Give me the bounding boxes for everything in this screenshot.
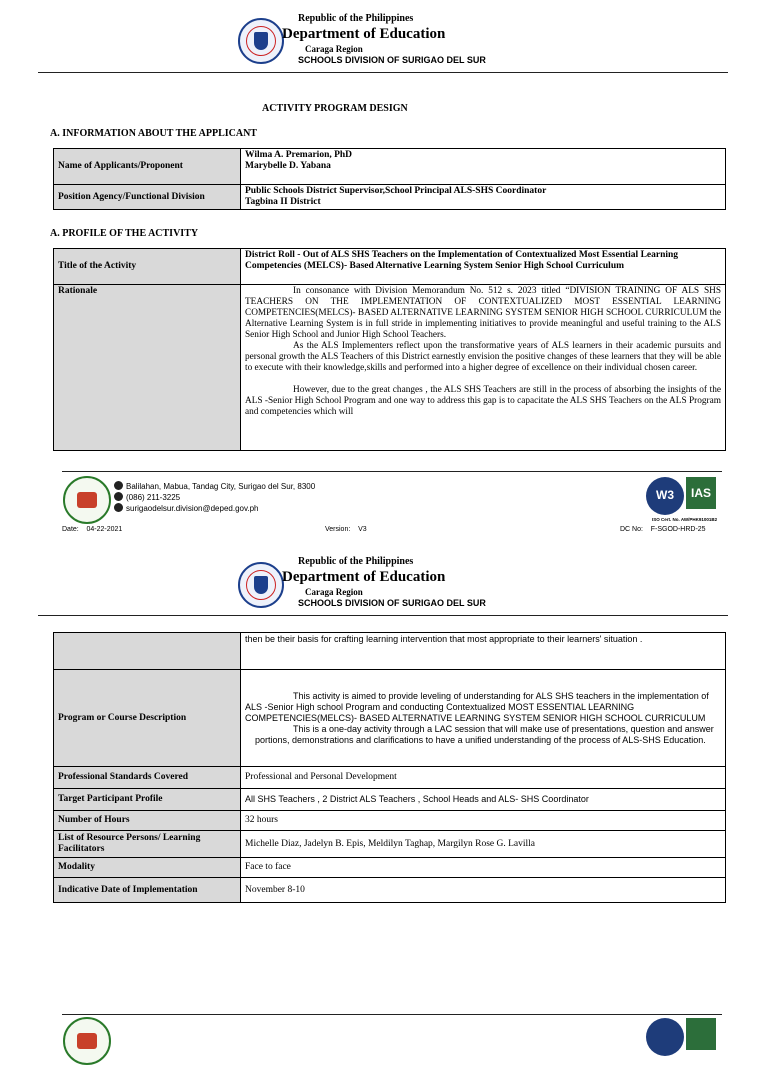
version-label: Version: — [325, 526, 351, 533]
description-paragraph: This is a one-day activity through a LAC session that will make use of presentations, question and answer portions, demonstrations and clarifications to have a unified understanding of the process of ALS-SHS Education. — [255, 723, 714, 745]
email-icon — [114, 503, 123, 512]
w3-cert-logo — [646, 477, 684, 515]
ias-cert-logo: IAS — [686, 477, 716, 509]
table-row — [54, 831, 726, 858]
header-department: Department of Education — [282, 26, 446, 42]
modality-label: Modality — [54, 858, 241, 878]
rationale-paragraph: However, due to the great changes , the ALS SHS Teachers are still in the process of absorbing the insights of the ALS -Senior High School Program and one way to address this gap is to capacitate the ALS SHS Teachers on the ALS Program and competencies which will — [245, 385, 721, 417]
section-profile-heading: A. PROFILE OF THE ACTIVITY — [50, 228, 199, 239]
iso-cert-number: ISO Cert. No. AW/PHK91001B2 — [652, 517, 718, 522]
header-republic: Republic of the Philippines — [298, 556, 414, 567]
header-divider — [38, 615, 728, 616]
applicant-table — [53, 148, 726, 210]
table-row — [54, 767, 726, 789]
division-logo — [63, 1017, 111, 1065]
section-applicant-heading: A. INFORMATION ABOUT THE APPLICANT — [50, 128, 257, 139]
resource-persons-value: Michelle Diaz, Jadelyn B. Epis, Meldilyn Taghap, Margilyn Rose G. Lavilla — [241, 831, 726, 858]
footer-phone: (086) 211-3225 — [126, 493, 181, 502]
dc-label: DC No: — [620, 526, 643, 533]
program-description-label: Program or Course Description — [54, 670, 241, 767]
rationale-paragraph: As the ALS Implementers reflect upon the transformative years of ALS learners in their academic pursuits and personal growth the ALS Teachers of this District earnestly envision the positive changes of these learners that they will be able to execute with their knowledge,skills and performed into a higher degree of excellence on their individual chosen career. — [245, 341, 721, 373]
table-row — [54, 811, 726, 831]
resource-persons-label: List of Resource Persons/ Learning Facilitators — [54, 831, 241, 858]
program-description-value — [241, 670, 726, 767]
program-table — [53, 632, 726, 903]
hours-value: 32 hours — [241, 811, 726, 831]
w3-text: W3 — [656, 488, 674, 502]
footer-address: Balilahan, Mabua, Tandag City, Surigao del Sur, 8300 — [126, 482, 316, 491]
footer-version — [325, 526, 367, 533]
footer-email[interactable]: surigaodelsur.division@deped.gov.ph — [126, 504, 259, 513]
header-department: Department of Education — [282, 569, 446, 585]
position-value — [241, 185, 726, 210]
hours-label: Number of Hours — [54, 811, 241, 831]
implementation-date-value: November 8-10 — [241, 878, 726, 903]
document-title: ACTIVITY PROGRAM DESIGN — [262, 103, 408, 114]
table-row — [54, 789, 726, 811]
table-row — [54, 149, 726, 185]
applicant-name-label: Name of Applicants/Proponent — [54, 149, 241, 185]
description-paragraph: This activity is aimed to provide leveling of understanding for ALS SHS teachers in the implementation of ALS -Senior High school Program and conducting Contextualized MOST ESSENTIAL LEARNING COMPETENCIES(MELCS)- BASED ALTERNATIVE LEARNING SYSTEM SENIOR HIGH SCHOOL CURRICULUM — [245, 690, 709, 723]
phone-icon — [114, 492, 123, 501]
footer-divider — [62, 471, 722, 472]
footer-divider — [62, 1014, 722, 1015]
applicant-name-value — [241, 149, 726, 185]
header-republic: Republic of the Philippines — [298, 13, 414, 24]
table-row — [54, 633, 726, 670]
table-row — [54, 285, 726, 451]
position-line: Public Schools District Supervisor,School Principal ALS-SHS Coordinator — [245, 186, 547, 196]
applicant-name-line: Marybelle D. Yabana — [245, 161, 331, 171]
modality-value: Face to face — [241, 858, 726, 878]
table-row — [54, 249, 726, 285]
table-row — [54, 670, 726, 767]
target-participant-value: All SHS Teachers , 2 District ALS Teachers , School Heads and ALS- SHS Coordinator — [241, 789, 726, 811]
target-participant-label: Target Participant Profile — [54, 789, 241, 811]
date-label: Date: — [62, 526, 79, 533]
deped-seal-logo — [238, 18, 284, 64]
rationale-label: Rationale — [54, 285, 241, 451]
ias-cert-logo — [686, 1018, 716, 1050]
deped-seal-logo — [238, 562, 284, 608]
footer-date — [62, 526, 122, 533]
title-value: District Roll - Out of ALS SHS Teachers on the Implementation of Contextualized Most Essential Learning Competencies (MELCS)- Based Alternative Learning System Senior High School Curriculum — [241, 249, 726, 285]
dc-value: F-SGOD-HRD-25 — [650, 526, 706, 533]
position-label: Position Agency/Functional Division — [54, 185, 241, 210]
implementation-date-label: Indicative Date of Implementation — [54, 878, 241, 903]
header-region: Caraga Region — [305, 44, 363, 54]
continuation-value: then be their basis for crafting learning intervention that most appropriate to their learners' situation . — [241, 633, 726, 670]
location-icon — [114, 481, 123, 490]
applicant-name-line: Wilma A. Premarion, PhD — [245, 150, 353, 160]
standards-value: Professional and Personal Development — [241, 767, 726, 789]
date-value: 04-22-2021 — [86, 526, 123, 533]
header-division: SCHOOLS DIVISION OF SURIGAO DEL SUR — [298, 55, 486, 65]
table-row — [54, 878, 726, 903]
rationale-value — [241, 285, 726, 451]
table-row — [54, 858, 726, 878]
header-divider — [38, 72, 728, 73]
header-region: Caraga Region — [305, 587, 363, 597]
title-label: Title of the Activity — [54, 249, 241, 285]
position-line: Tagbina II District — [245, 197, 321, 207]
footer-dc — [620, 526, 706, 533]
rationale-paragraph: In consonance with Division Memorandum No. 512 s. 2023 titled “DIVISION TRAINING OF ALS SHS TEACHERS ON THE IMPLEMENTATION OF CONTEXTUALIZED MOST ESSENTIAL LEARNING COMPETENCIES(MELCS)- BASED ALTERNATIVE LEARNING SYSTEM SENIOR HIGH SCHOOL CURRICULUM the Alternative Learning System is in full stride in implementing initiatives to provide meaningful and useful training to the ALS Senior High School and Junior High School Teachers. — [245, 286, 721, 340]
version-value: V3 — [358, 526, 367, 533]
table-row — [54, 185, 726, 210]
header-division: SCHOOLS DIVISION OF SURIGAO DEL SUR — [298, 598, 486, 608]
profile-table — [53, 248, 726, 451]
standards-label: Professional Standards Covered — [54, 767, 241, 789]
division-logo — [63, 476, 111, 524]
footer-contact — [114, 481, 315, 514]
continuation-label — [54, 633, 241, 670]
